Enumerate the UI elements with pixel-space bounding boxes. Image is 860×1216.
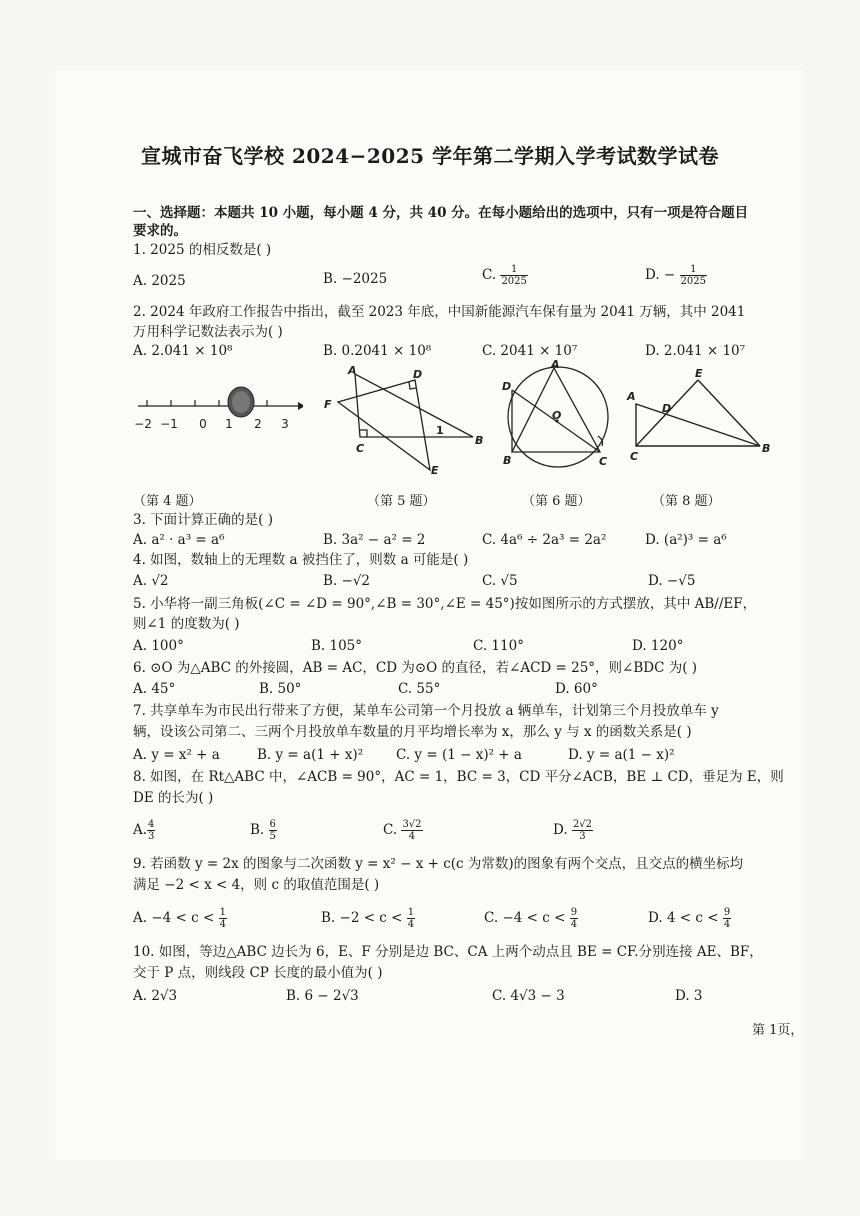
label-d: D: [502, 380, 512, 393]
q10-option-c: C. 4√3 − 3: [492, 988, 565, 1004]
q1-option-d-prefix: D. −: [645, 267, 676, 283]
fraction-numerator: 2√2: [572, 819, 593, 830]
arrow-icon: [298, 402, 303, 410]
fraction-numerator: 9: [723, 907, 731, 918]
page-title: 宣城市奋飞学校 2024−2025 学年第二学期入学考试数学试卷: [140, 144, 719, 168]
label-c: C: [356, 442, 365, 455]
q9-option-b-prefix: B. −2 < c <: [321, 910, 403, 926]
q10-option-b: B. 6 − 2√3: [286, 988, 359, 1004]
q8-option-a-prefix: A.: [133, 822, 148, 838]
fraction-denominator: 4: [219, 919, 226, 930]
q7-option-a: A. y = x² + a: [133, 747, 220, 763]
q8-stem-line1: 8. 如图，在 Rt△ABC 中，∠ACB = 90°，AC = 1，BC = 3，CD 平分∠ACB，BE ⊥ CD，垂足为 E，则: [133, 769, 784, 785]
q9-stem-line1: 9. 若函数 y = 2x 的图象与二次函数 y = x² − x + c(c 为常数)的图象有两个交点，且交点的横坐标均: [133, 856, 744, 872]
q3-option-a: A. a² · a³ = a⁶: [133, 532, 225, 548]
q8-option-b-fraction: [269, 819, 277, 842]
fraction-numerator: 1: [219, 907, 226, 918]
fraction-denominator: 3: [579, 831, 586, 842]
q1-option-d-fraction: [680, 264, 707, 287]
q9-option-a: [133, 907, 227, 930]
q2-option-c: C. 2041 × 10⁷: [482, 343, 578, 359]
q6-option-c: C. 55°: [398, 681, 441, 697]
right-angle-mark: [360, 430, 367, 437]
q8-option-b: [250, 819, 277, 842]
triangle-def: [338, 380, 430, 470]
q4-option-a: A. √2: [133, 573, 169, 589]
caption-fig6: （第 6 题）: [522, 494, 591, 509]
q8-option-d: [553, 819, 593, 842]
q5-option-b: B. 105°: [311, 638, 363, 654]
caption-fig8: （第 8 题）: [652, 494, 721, 509]
tick-label: 2: [254, 417, 262, 431]
q5-stem-line1: 5. 小华将一副三角板(∠C = ∠D = 90°,∠B = 30°,∠E = 45°)按如图所示的方式摆放，其中 AB//EF，: [133, 596, 757, 612]
q8-option-b-prefix: B.: [250, 822, 265, 838]
tick-label: −1: [160, 417, 178, 431]
q4-option-c: C. √5: [482, 573, 518, 589]
tick-label: 3: [281, 417, 289, 431]
blob-highlight-icon: [232, 391, 250, 413]
q9-option-a-fraction: [219, 907, 227, 930]
q1-option-d: [645, 264, 707, 287]
q9-option-d-prefix: D. 4 < c <: [648, 910, 719, 926]
q2-option-b: B. 0.2041 × 10⁸: [323, 343, 432, 359]
q4-option-b: B. −√2: [323, 573, 371, 589]
q9-option-d: [648, 907, 731, 930]
q3-option-b: B. 3a² − a² = 2: [323, 532, 426, 548]
fraction-denominator: 4: [408, 831, 416, 842]
fraction-numerator: 9: [570, 907, 578, 918]
q1-option-a: A. 2025: [133, 273, 186, 289]
label-e: E: [695, 367, 703, 380]
q1-option-c-prefix: C.: [482, 267, 497, 283]
label-angle-1: 1: [436, 424, 444, 437]
fraction-numerator: 6: [269, 819, 276, 830]
q10-stem-line2: 交于 P 点，则线段 CP 长度的最小值为( ): [133, 965, 383, 981]
q7-option-d: D. y = a(1 − x)²: [568, 747, 675, 763]
q4-option-d: D. −√5: [648, 573, 696, 589]
label-c: C: [630, 450, 639, 463]
q7-option-c: C. y = (1 − x)² + a: [396, 747, 522, 763]
q10-stem-line1: 10. 如图，等边△ABC 边长为 6，E、F 分别是边 BC、CA 上两个动点且 BE = CF.分别连接 AE、BF，: [133, 944, 763, 960]
page-number: 第 1页，: [752, 1023, 804, 1038]
label-b: B: [762, 442, 771, 455]
q8-option-c-prefix: C.: [383, 822, 398, 838]
fraction-numerator: 1: [680, 264, 707, 276]
figure-q5-triangles: [318, 362, 488, 481]
q8-option-d-fraction: [572, 819, 593, 842]
fraction-denominator: 2025: [501, 276, 527, 287]
label-e: E: [431, 464, 439, 477]
q6-stem: 6. ⊙O 为△ABC 的外接圆，AB = AC，CD 为⊙O 的直径，若∠ACD = 25°，则∠BDC 为( ): [133, 660, 698, 676]
fraction-denominator: 4: [570, 919, 578, 930]
q8-option-c-fraction: [401, 819, 422, 842]
q1-option-b: B. −2025: [323, 271, 388, 287]
q9-option-c-prefix: C. −4 < c <: [484, 910, 566, 926]
q2-option-d: D. 2.041 × 10⁷: [645, 343, 746, 359]
q6-option-d: D. 60°: [555, 681, 598, 697]
q6-option-a: A. 45°: [133, 681, 176, 697]
figure-q6-circle: [498, 360, 620, 479]
q9-option-c-fraction: [570, 907, 578, 930]
triangle-abc: [636, 404, 760, 446]
q8-option-d-prefix: D.: [553, 822, 568, 838]
section-heading-line2: 要求的。: [133, 223, 187, 239]
q1-option-c: [482, 264, 528, 287]
q10-option-a: A. 2√3: [133, 988, 178, 1004]
figure-number-line: [133, 380, 303, 444]
q7-option-b: B. y = a(1 + x)²: [257, 747, 364, 763]
q5-stem-line2: 则∠1 的度数为( ): [133, 616, 240, 632]
q5-option-a: A. 100°: [133, 638, 184, 654]
tick-label: 1: [225, 417, 233, 431]
q9-option-c: [484, 907, 578, 930]
label-b: B: [503, 454, 512, 467]
q9-option-d-fraction: [723, 907, 731, 930]
fraction-denominator: 2025: [680, 276, 706, 287]
label-a: A: [348, 364, 357, 377]
q4-stem: 4. 如图，数轴上的无理数 a 被挡住了，则数 a 可能是( ): [133, 552, 469, 568]
q10-option-d: D. 3: [675, 988, 703, 1004]
fraction-denominator: 4: [407, 919, 415, 930]
q8-option-a: [133, 819, 155, 842]
figure-q8-triangle: [622, 364, 777, 468]
tick-label: 0: [199, 417, 207, 431]
fraction-numerator: 4: [148, 819, 155, 830]
tick-label: −2: [134, 417, 152, 431]
q8-stem-line2: DE 的长为( ): [133, 790, 214, 806]
fraction-denominator: 3: [148, 831, 155, 842]
q2-option-a: A. 2.041 × 10⁸: [133, 343, 233, 359]
label-o: O: [552, 409, 562, 422]
label-a: A: [551, 360, 560, 371]
q9-option-b-fraction: [407, 907, 415, 930]
q6-option-b: B. 50°: [259, 681, 302, 697]
q9-option-b: [321, 907, 415, 930]
fraction-denominator: 5: [269, 831, 276, 842]
label-c: C: [599, 455, 608, 468]
q1-option-c-fraction: [500, 264, 527, 287]
fraction-denominator: 4: [723, 919, 731, 930]
q3-stem: 3. 下面计算正确的是( ): [133, 512, 273, 528]
q1-stem: 1. 2025 的相反数是( ): [133, 242, 272, 258]
q7-stem-line1: 7. 共享单车为市民出行带来了方便，某单车公司第一个月投放 a 辆单车，计划第三个月投放单车 y: [133, 703, 719, 719]
fraction-numerator: 1: [407, 907, 415, 918]
q2-stem-line2: 万用科学记数法表示为( ): [133, 324, 283, 340]
fraction-numerator: 1: [500, 264, 527, 276]
section-heading-line1: 一、选择题：本题共 10 小题，每小题 4 分，共 40 分。在每小题给出的选项中，只有一项是符合题目: [133, 205, 749, 221]
q9-stem-line2: 满足 −2 < x < 4，则 c 的取值范围是( ): [133, 877, 380, 893]
label-d: D: [413, 368, 423, 381]
q8-option-a-fraction: [147, 819, 155, 842]
label-a: A: [627, 390, 636, 403]
q8-option-c: [383, 819, 423, 842]
q9-option-a-prefix: A. −4 < c <: [133, 910, 215, 926]
q3-option-c: C. 4a⁶ ÷ 2a³ = 2a²: [482, 532, 607, 548]
label-f: F: [324, 398, 332, 411]
caption-fig4: （第 4 题）: [133, 494, 202, 509]
fraction-numerator: 3√2: [402, 819, 422, 830]
q7-stem-line2: 辆，设该公司第二、三两个月投放单车数量的月平均增长率为 x，那么 y 与 x 的函数关系是( ): [133, 724, 692, 740]
q2-stem-line1: 2. 2024 年政府工作报告中指出，截至 2023 年底，中国新能源汽车保有量为 2041 万辆，其中 2041: [133, 304, 746, 320]
q5-option-c: C. 110°: [473, 638, 524, 654]
q3-option-d: D. (a²)³ = a⁶: [645, 532, 727, 548]
label-d: D: [662, 402, 672, 415]
caption-fig5: （第 5 题）: [367, 494, 436, 509]
q5-option-d: D. 120°: [632, 638, 684, 654]
label-b: B: [475, 434, 484, 447]
